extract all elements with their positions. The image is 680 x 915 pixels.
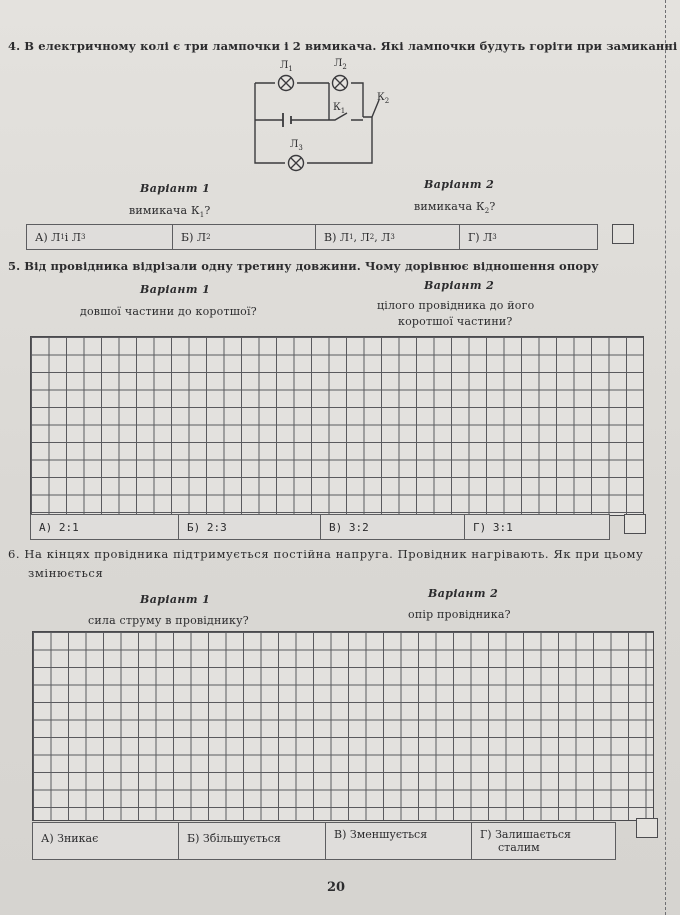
question-5-text: 5. Від провідника відрізали одну третину довжини. Чому дорівнює відношення опору xyxy=(8,259,599,273)
q4-answer-a[interactable]: А) Л 1 і Л 3 xyxy=(27,225,173,249)
q4-answer-row xyxy=(26,224,598,250)
q6-answer-box[interactable] xyxy=(636,818,658,838)
q6-answer-d-line2: сталим xyxy=(498,841,540,854)
q6-answer-b[interactable]: Б) Збільшується xyxy=(179,823,326,859)
q6-variant-2: Варіант 2 xyxy=(428,587,499,600)
q6-answer-row xyxy=(32,822,616,860)
q5-variant-2-question-line1: цілого провідника до його xyxy=(377,299,535,312)
q4-variant-2: Варіант 2 xyxy=(424,178,495,191)
label-l3: $Л_3$ xyxy=(290,139,303,152)
q6-work-grid[interactable] xyxy=(32,631,654,821)
circuit-top-wire xyxy=(255,83,363,117)
q4-answer-d[interactable]: Г) Л 3 xyxy=(468,230,497,244)
q6-variant-2-question: опір провідника? xyxy=(408,608,511,621)
q5-answer-box[interactable] xyxy=(624,514,646,534)
q4-answer-b[interactable]: Б) Л 2 xyxy=(173,225,316,249)
q6-variant-1-question: сила струму в провіднику? xyxy=(88,614,249,627)
q6-answer-c[interactable]: В) Зменшується xyxy=(326,823,472,859)
q4-answer-box[interactable] xyxy=(612,224,634,244)
q6-answer-d-line1: Г) Залишається xyxy=(480,828,571,841)
page-number: 20 xyxy=(327,880,346,895)
q5-answer-c[interactable]: В) 3:2 xyxy=(321,515,465,539)
circuit-middle-wire xyxy=(255,113,363,120)
question-6-text-line1: 6. На кінцях провідника підтримується постійна напруга. Провідник нагрівають. Як при цьому xyxy=(8,547,644,561)
q5-answer-b[interactable]: Б) 2:3 xyxy=(179,515,321,539)
q6-answer-a[interactable]: А) Зникає xyxy=(33,823,179,859)
q5-variant-2-question-line2: коротшої частини? xyxy=(398,315,513,328)
q6-answer-d[interactable] xyxy=(472,823,615,859)
battery xyxy=(283,113,291,127)
q4-answer-c[interactable]: В) Л 1 , Л 2 , Л 3 xyxy=(316,225,460,249)
q5-work-grid[interactable] xyxy=(30,336,644,516)
label-k2: $К_2$ xyxy=(377,92,390,105)
q4-variant-1: Варіант 1 xyxy=(140,182,211,195)
q5-variant-1: Варіант 1 xyxy=(140,283,211,296)
label-l2: $Л_2$ xyxy=(334,58,347,71)
q5-answer-a[interactable]: А) 2:1 xyxy=(31,515,179,539)
question-6-text-line2: змінюється xyxy=(28,566,104,580)
q5-variant-1-question: довшої частини до коротшої? xyxy=(80,305,257,318)
circuit-diagram xyxy=(245,55,395,175)
q5-answer-d[interactable]: Г) 3:1 xyxy=(473,520,513,534)
q5-variant-2: Варіант 2 xyxy=(424,279,495,292)
circuit-bottom-wire xyxy=(255,83,372,163)
q4-variant-1-question: вимикача $К_1$? xyxy=(129,204,211,220)
q6-variant-1: Варіант 1 xyxy=(140,593,211,606)
q5-answer-row xyxy=(30,514,610,540)
q4-variant-2-question: вимикача $К_2$? xyxy=(414,200,496,216)
label-k1: $К_1$ xyxy=(333,102,346,115)
label-l1: $Л_1$ xyxy=(280,60,293,73)
perforation-edge xyxy=(665,0,666,915)
question-4-text: 4. В електричному колі є три лампочки і 2 вимикача. Які лампочки будуть горіти при замиканні xyxy=(8,39,678,53)
